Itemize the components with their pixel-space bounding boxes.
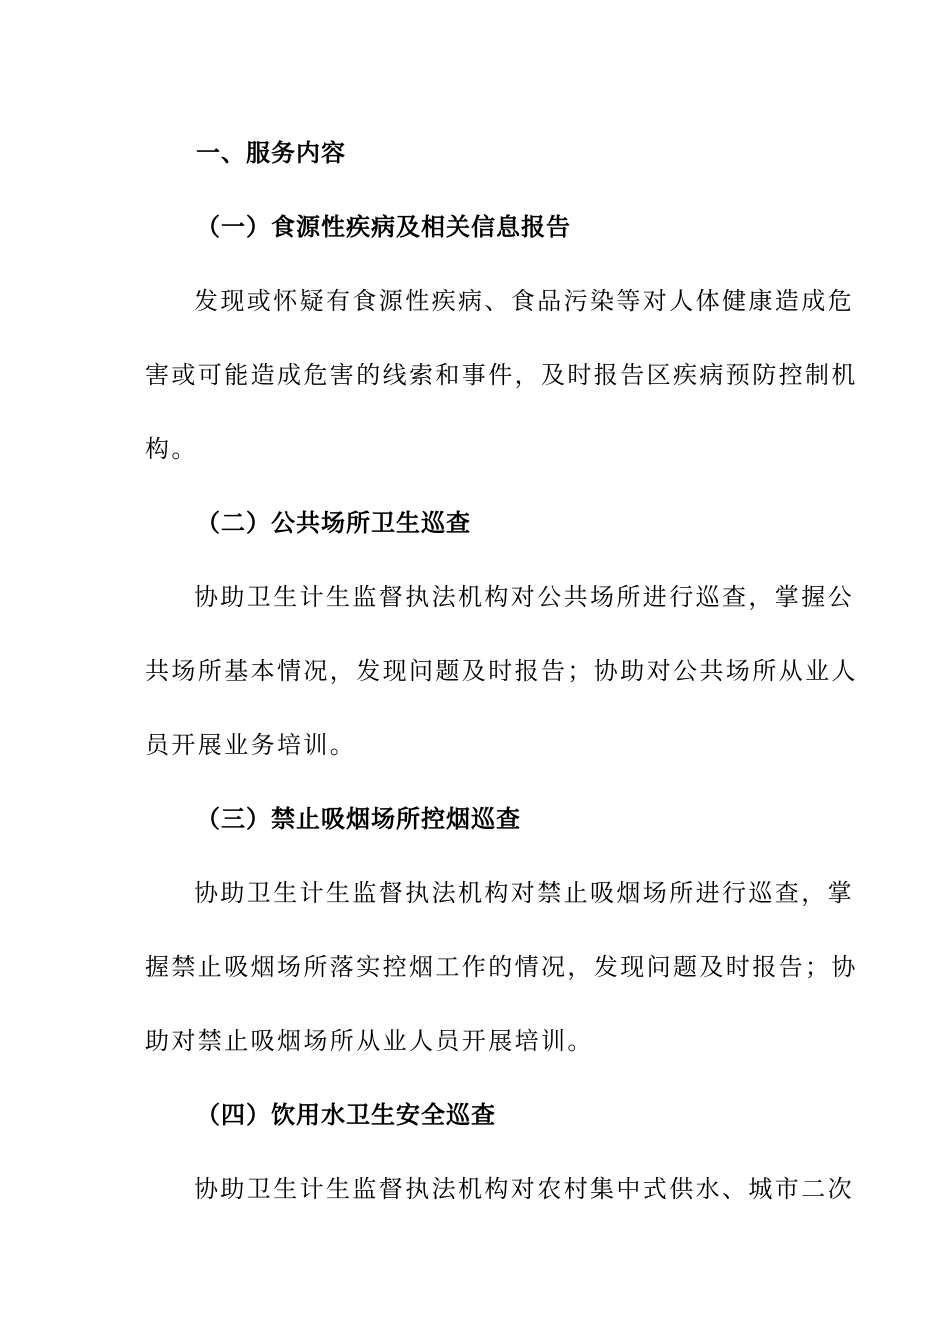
paragraph-1-line-3: 构。 (145, 435, 198, 463)
subsection-title-3: （三）禁止吸烟场所控烟巡查 (196, 804, 521, 833)
subsection-title-4: （四）饮用水卫生安全巡查 (196, 1100, 496, 1129)
paragraph-3-line-3: 助对禁止吸烟场所从业人员开展培训。 (145, 1027, 594, 1055)
paragraph-2-line-1: 协助卫生计生监督执法机构对公共场所进行巡查，掌握公 (194, 583, 854, 611)
paragraph-3-line-2: 握禁止吸烟场所落实控烟工作的情况，发现问题及时报告；协 (145, 953, 858, 981)
subsection-title-2: （二）公共场所卫生巡查 (196, 508, 471, 537)
paragraph-4-line-1: 协助卫生计生监督执法机构对农村集中式供水、城市二次 (194, 1175, 854, 1203)
subsection-title-1: （一）食源性疾病及相关信息报告 (196, 212, 571, 241)
paragraph-1-line-2: 害或可能造成危害的线索和事件，及时报告区疾病预防控制机 (145, 361, 858, 389)
paragraph-1-line-1: 发现或怀疑有食源性疾病、食品污染等对人体健康造成危 (194, 287, 854, 315)
paragraph-3-line-1: 协助卫生计生监督执法机构对禁止吸烟场所进行巡查，掌 (194, 879, 854, 907)
paragraph-2-line-2: 共场所基本情况，发现问题及时报告；协助对公共场所从业人 (145, 657, 858, 685)
section-title: 一、服务内容 (196, 138, 346, 167)
paragraph-2-line-3: 员开展业务培训。 (145, 731, 357, 759)
